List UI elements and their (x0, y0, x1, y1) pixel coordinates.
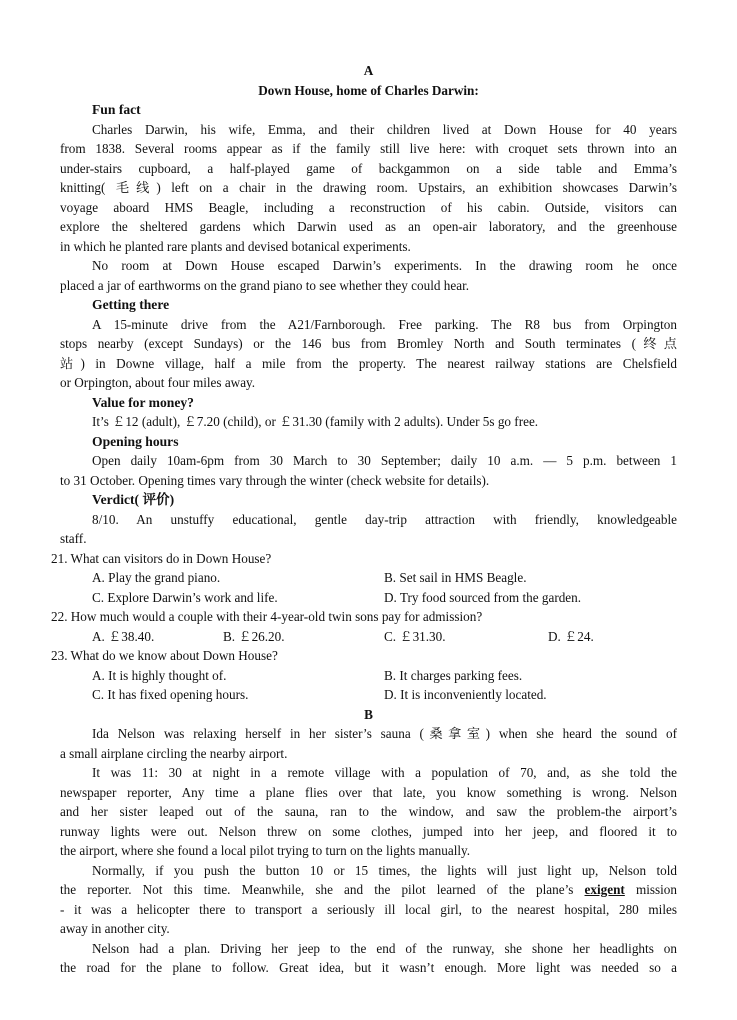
paragraph-line: away in another city. (60, 921, 170, 936)
paragraph-line: Nelson had a plan. Driving her jeep to the end of the runway, she shone her headlights on (92, 940, 677, 956)
question-22-option-c[interactable]: C. ￡31.30. (384, 628, 446, 644)
paragraph-line: in which he planted rare plants and devised botanical experiments. (60, 238, 411, 254)
paragraph-line: placed a jar of earthworms on the grand piano to see whether they could hear. (60, 277, 470, 293)
paragraph-line: Normally, if you push the button 10 or 15 times, the lights will just light up, Nelson told (92, 862, 677, 878)
paragraph-line: 站) in Downe village, half a mile from the property. The nearest railway stations are Chelsfield (60, 355, 677, 371)
paragraph-line: or Orpington, about four miles away. (60, 375, 256, 390)
question-22-options-row (60, 627, 677, 647)
question-21-option-d[interactable]: D. Try food sourced from the garden. (384, 589, 582, 605)
paragraph-line: the airport, where she found a local pilot trying to turn on the lights manually. (60, 843, 471, 858)
paragraph-line: newspaper reporter, Any time a plane flies over that late, you know something is wrong. Nelson (60, 784, 677, 800)
paragraph-line: 8/10. An unstuffy educational, gentle day-trip attraction with friendly, knowledgeable (92, 511, 677, 527)
section-letter-a: A (363, 63, 374, 78)
paragraph-line: No room at Down House escaped Darwin’s experiments. In the drawing room he once (92, 258, 677, 273)
paragraph-line: knitting( 毛线) left on a chair in the drawing room. Upstairs, an exhibition showcases Darwin’s (60, 180, 677, 195)
paragraph-line: stops nearby (except Sundays) or the 146 bus from Bromley North and South terminates (终点 (60, 336, 677, 351)
underlined-vocab-word: exigent (584, 882, 625, 897)
question-21-options-row-1 (60, 568, 677, 588)
paragraph-line: staff. (60, 531, 87, 546)
question-23-options-row-2 (60, 685, 677, 705)
paragraph-line: to 31 October. Opening times vary through the winter (check website for details). (60, 472, 490, 488)
paragraph-line: from 1838. Several rooms appear as if the family still live here: with croquet sets thrown into an (60, 141, 677, 156)
question-23-option-c[interactable]: C. It has fixed opening hours. (92, 687, 249, 702)
text-span: mission (635, 882, 677, 897)
paragraph-line: runway lights were out. Nelson threw on some clothes, jumped into her jeep, and floored it to (60, 823, 677, 839)
question-23-option-a[interactable]: A. It is highly thought of. (92, 667, 227, 683)
question-22-option-b[interactable]: B. ￡26.20. (223, 628, 285, 644)
paragraph-line: a small airplane circling the nearby airport. (60, 745, 288, 761)
question-23-options-row-1 (60, 666, 677, 686)
heading-opening-hours: Opening hours (92, 433, 179, 449)
section-a-title: Down House, home of Charles Darwin: (258, 82, 479, 98)
question-22-option-d[interactable]: D. ￡24. (548, 628, 594, 644)
paragraph-line: Charles Darwin, his wife, Emma, and their children lived at Down House for 40 years (92, 121, 677, 137)
question-21-options-row-2 (60, 588, 677, 608)
paragraph-line: the road for the plane to follow. Great idea, but it wasn’t enough. More light was needed so a (60, 960, 677, 975)
heading-getting-there: Getting there (92, 297, 170, 312)
section-letter-b: B (364, 706, 373, 722)
heading-fun-fact: Fun fact (92, 102, 141, 117)
paragraph-line: It’s ￡12 (adult), ￡7.20 (child), or ￡31.30 (family with 2 adults). Under 5s go free. (92, 414, 539, 429)
paragraph-line: Open daily 10am-6pm from 30 March to 30 September; daily 10 a.m. — 5 p.m. between 1 (92, 453, 677, 468)
question-21-option-a[interactable]: A. Play the grand piano. (92, 570, 221, 585)
paragraph-line: explore the sheltered gardens which Darwin used as an open-air laboratory, and the greenhouse (60, 219, 677, 234)
question-23-option-d[interactable]: D. It is inconveniently located. (384, 687, 547, 702)
paragraph-line: A 15-minute drive from the A21/Farnborough. Free parking. The R8 bus from Orpington (92, 316, 677, 332)
paragraph-line: Ida Nelson was relaxing herself in her sister’s sauna (桑拿室) when she heard the sound of (92, 726, 677, 741)
heading-verdict: Verdict( 评价) (92, 492, 175, 507)
paragraph-line: - it was a helicopter there to transport a seriously ill local girl, to the nearest hospital, 280 miles (60, 901, 677, 917)
question-21-option-b[interactable]: B. Set sail in HMS Beagle. (384, 570, 527, 585)
question-21-option-c[interactable]: C. Explore Darwin’s work and life. (92, 589, 278, 605)
question-23-stem: 23. What do we know about Down House? (51, 648, 278, 663)
paragraph-line: voyage aboard HMS Beagle, including a reconstruction of his cabin. Outside, visitors can (60, 199, 677, 215)
question-21-stem: 21. What can visitors do in Down House? (51, 550, 272, 566)
question-23-option-b[interactable]: B. It charges parking fees. (384, 667, 523, 683)
paragraph-line: under-stairs cupboard, a half-played game of backgammon on a side table and Emma’s (60, 160, 677, 176)
heading-value-for-money: Value for money? (92, 394, 194, 410)
text-span: the reporter. Not this time. Meanwhile, she and the pilot learned of the plane’s (60, 882, 574, 897)
question-22-stem: 22. How much would a couple with their 4-year-old twin sons pay for admission? (51, 609, 483, 624)
paragraph-line: It was 11: 30 at night in a remote village with a population of 70, and, as she told the (92, 765, 677, 780)
document-page (51, 61, 677, 978)
question-22-option-a[interactable]: A. ￡38.40. (92, 628, 155, 644)
paragraph-line: and her sister leaped out of the sauna, ran to the window, and saw the problem-the airport’s (60, 804, 677, 819)
paragraph-line-with-vocab (60, 880, 677, 900)
